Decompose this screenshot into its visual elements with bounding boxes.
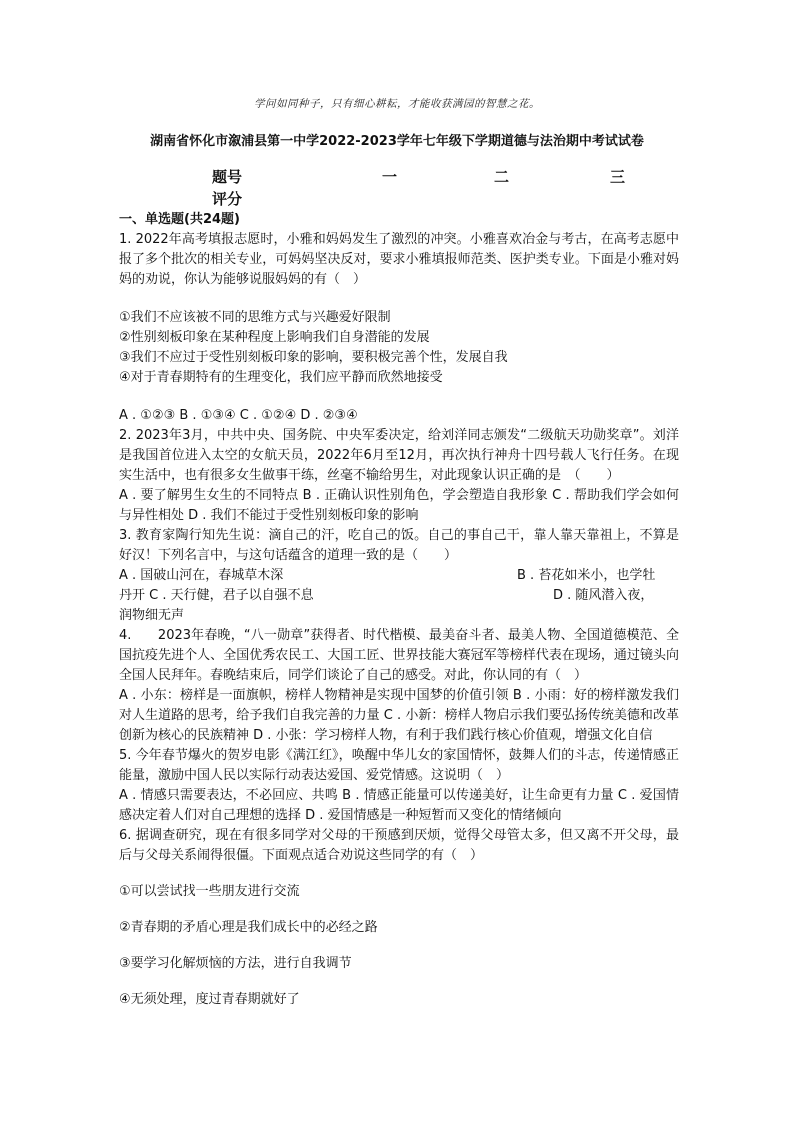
score-col-3: 三 — [610, 168, 626, 186]
question-2-stem: 2. 2023年3月，中共中央、国务院、中央军委决定，给刘洋同志颁发“二级航天功勋奖章”。刘洋是我国首位进入太空的女航天员，2022年6月至12月，再次执行神舟十四号载人飞行任务。在现实生活中，也有很多女生做事干练，丝毫不输给男生，对此现象认识正确的是 （ ） — [119, 428, 679, 483]
question-4-stem: 4. 2023年春晚，“八一勋章”获得者、时代楷模、最美奋斗者、最美人物、全国道德模范、全国抗疫先进个人、全国优秀农民工、大国工匠、世界技能大赛冠军等榜样代表在现场，通过镜头向全国人民拜年。春晚结束后，同学们谈论了自己的感受。对此，你认同的有（ ） — [119, 628, 679, 683]
question-6-item: ④无须处理，度过青春期就好了 — [119, 992, 300, 1007]
question-6-item: ②青春期的矛盾心理是我们成长中的必经之路 — [119, 920, 378, 935]
question-5-options: A . 情感只需要表达，不必回应、共鸣 B . 情感正能量可以传递美好，让生命更有力量 C . 爱国情感决定着人们对自己理想的选择 D . 爱国情感是一种短暂而又变化的情绪倾向 — [119, 788, 679, 823]
question-6-item: ③要学习化解烦恼的方法，进行自我调节 — [119, 956, 352, 971]
exam-title: 湖南省怀化市溆浦县第一中学2022-2023学年七年级下学期道德与法治期中考试试卷 — [150, 134, 644, 149]
question-1-stem: 1. 2022年高考填报志愿时，小雅和妈妈发生了激烈的冲突。小雅喜欢冶金与考古，在高考志愿中报了多个批次的相关专业，可妈妈坚决反对，要求小雅填报师范类、医护类专业。下面是小雅对妈妈的劝说，你认为能够说服妈妈的有（ ） — [119, 232, 679, 287]
score-header-label: 题号 — [212, 168, 243, 186]
question-1-options: A . ①②③ B . ①③④ C . ①②④ D . ②③④ — [119, 408, 358, 423]
score-row-scores — [212, 188, 652, 210]
question-5-stem: 5. 今年春节爆火的贺岁电影《满江红》，唤醒中华儿女的家国情怀，鼓舞人们的斗志，传递情感正能量，激励中国人民以实际行动表达爱国、爱党情感。这说明（ ） — [119, 748, 679, 783]
score-label: 评分 — [212, 190, 243, 208]
question-3-option-d-cont: 润物细无声 — [119, 608, 185, 623]
question-3-options — [119, 566, 679, 606]
question-3-option-a: A . 国破山河在，春城草木深 — [119, 568, 284, 583]
exam-content — [119, 210, 679, 1010]
question-2-options: A . 要了解男生女生的不同特点 B . 正确认识性别角色，学会塑造自我形象 C . 帮助我们学会如何与异性相处 D . 我们不能过于受性别刻板印象的影响 — [119, 488, 679, 523]
score-table — [212, 166, 652, 210]
question-3-option-c: 丹开 C . 天行健，君子以自强不息 — [119, 588, 314, 603]
question-6-stem: 6. 据调查研究，现在有很多同学对父母的干预感到厌烦，觉得父母管太多，但又离不开父母，最后与父母关系闹得很僵。下面观点适合劝说这些同学的有（ ） — [119, 828, 679, 863]
section-heading: 一、单选题(共24题) — [119, 212, 240, 227]
question-1-item: ③我们不应过于受性别刻板印象的影响，要积极完善个性，发展自我 — [119, 350, 508, 365]
question-1-item: ②性别刻板印象在某种程度上影响我们自身潜能的发展 — [119, 330, 430, 345]
score-row-numbers — [212, 166, 652, 188]
question-3-stem: 3. 教育家陶行知先生说：滴自己的汗，吃自己的饭。自己的事自己干，靠人靠天靠祖上，不算是好汉！下列名言中，与这句话蕴含的道理一致的是（ ） — [119, 528, 679, 563]
question-1-item: ④对于青春期特有的生理变化，我们应平静而欣然地接受 — [119, 370, 443, 385]
score-col-1: 一 — [382, 168, 398, 186]
question-1-item: ①我们不应该被不同的思维方式与兴趣爱好限制 — [119, 310, 391, 325]
question-3-option-b: B . 苔花如米小，也学牡 — [517, 568, 656, 583]
header-motto: 学问如同种子，只有细心耕耘，才能收获满园的智慧之花。 — [254, 98, 540, 110]
question-6-item: ①可以尝试找一些朋友进行交流 — [119, 884, 300, 899]
score-col-2: 二 — [494, 168, 510, 186]
question-3-option-d: D . 随风潜入夜， — [553, 588, 654, 603]
question-4-options: A . 小东：榜样是一面旗帜，榜样人物精神是实现中国梦的价值引领 B . 小雨：好的榜样激发我们对人生道路的思考，给予我们自我完善的力量 C . 小新：榜样人物启示我们要弘扬传统美德和改革创新为核心的民族精神 D . 小张：学习榜样人物，有利于我们践行核心价值观，增强文化自信 — [119, 688, 679, 743]
